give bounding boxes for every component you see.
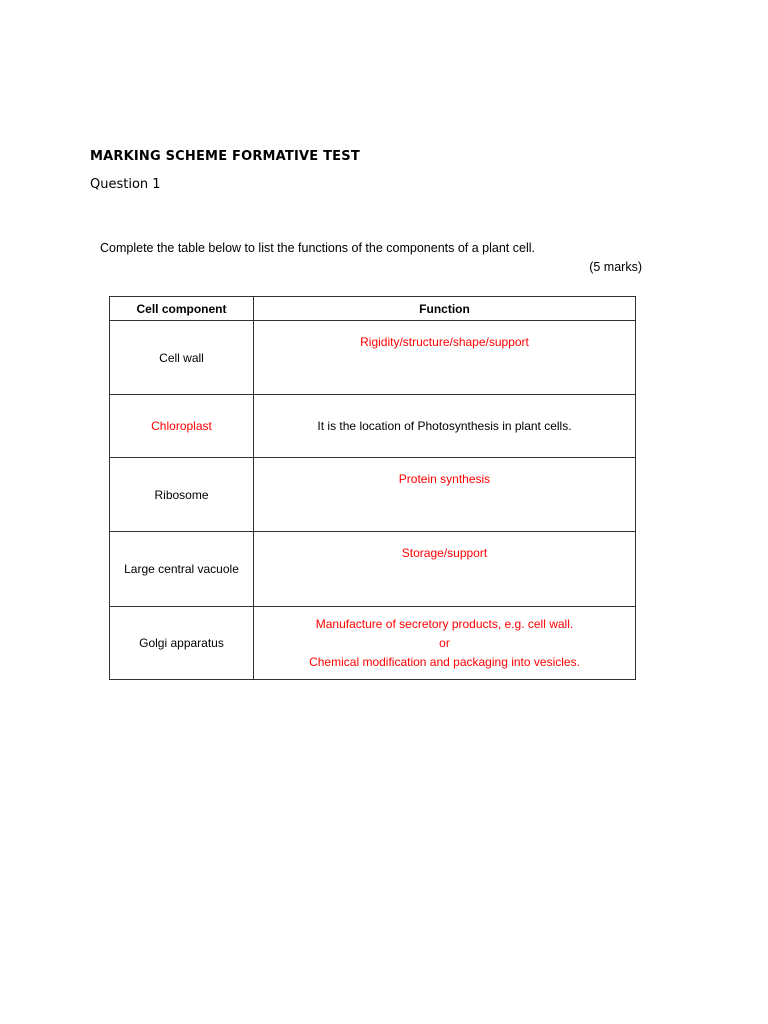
- cell-function-table: [109, 296, 636, 680]
- component-cell: Ribosome: [110, 458, 254, 532]
- table-header-row: [110, 297, 636, 321]
- component-cell: Chloroplast: [110, 395, 254, 458]
- function-cell: Storage/support: [254, 532, 636, 607]
- header-cell-component: Cell component: [110, 297, 254, 321]
- function-line: or: [439, 635, 450, 650]
- function-line: Manufacture of secretory products, e.g. cell wall.: [315, 616, 574, 631]
- function-cell: Protein synthesis: [254, 458, 636, 532]
- header-function: Function: [254, 297, 636, 321]
- function-cell: [254, 607, 636, 680]
- function-cell: It is the location of Photosynthesis in plant cells.: [254, 395, 636, 458]
- component-cell: Large central vacuole: [110, 532, 254, 607]
- function-line: Chemical modification and packaging into vesicles.: [309, 654, 580, 669]
- component-cell: Cell wall: [110, 321, 254, 395]
- question-instruction: Complete the table below to list the functions of the components of a plant cell.: [100, 241, 535, 255]
- table-row: [110, 395, 636, 458]
- document-title: MARKING SCHEME FORMATIVE TEST: [90, 149, 360, 164]
- function-cell: Rigidity/structure/shape/support: [254, 321, 636, 395]
- question-label: Question 1: [90, 177, 161, 192]
- table-row: [110, 532, 636, 607]
- table-row: [110, 607, 636, 680]
- table-row: [110, 458, 636, 532]
- marks-label: (5 marks): [589, 260, 642, 274]
- table-row: [110, 321, 636, 395]
- component-cell: Golgi apparatus: [110, 607, 254, 680]
